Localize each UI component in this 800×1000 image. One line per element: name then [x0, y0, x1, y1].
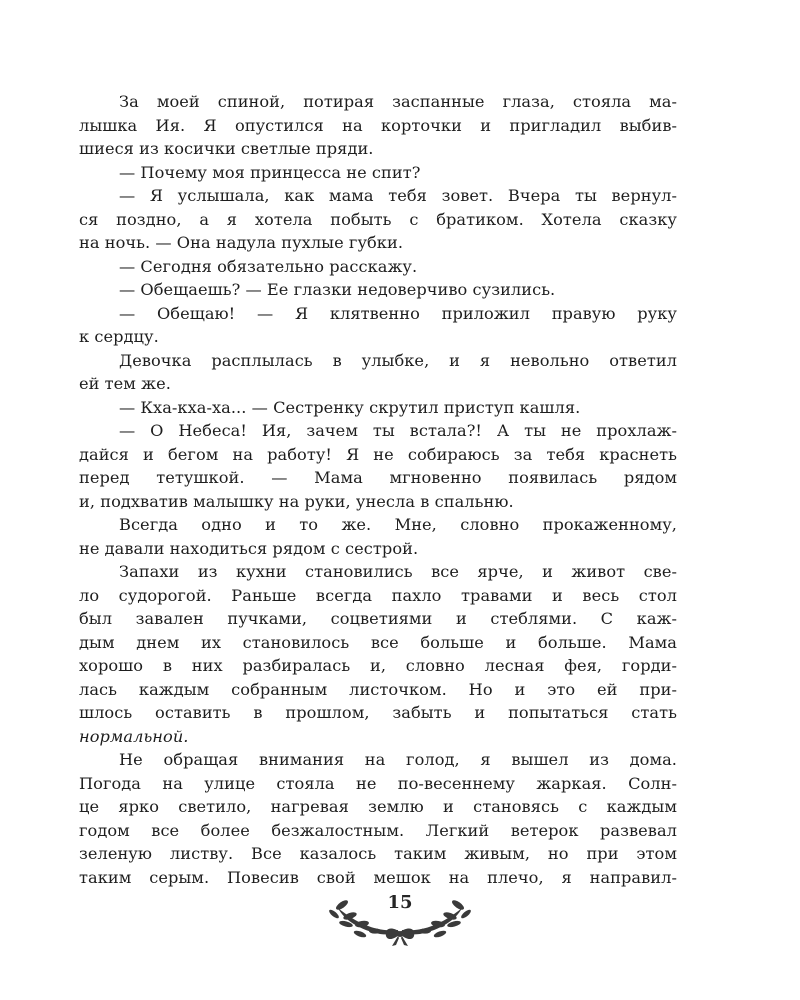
text-line: дым днем их становилось все больше и больше. Мама [79, 632, 677, 652]
text-line: — Кха-кха-ха... — Сестренку скрутил приступ кашля. [119, 397, 581, 417]
text-line: ло судорогой. Раньше всегда пахло травами и весь стол [79, 585, 677, 605]
text-line: таким серым. Повесив свой мешок на плечо, я направил- [79, 867, 677, 887]
body-text [79, 90, 677, 889]
text-line: — О Небеса! Ия, зачем ты встала?! А ты не прохлаж- [119, 421, 677, 440]
text-line-italic: нормальной. [79, 726, 189, 746]
text-line: хорошо в них разбиралась и, словно лесная фея, горди- [79, 656, 677, 675]
text-line: лышка Ия. Я опустился на корточки и пригладил выбив- [79, 115, 677, 135]
text-line: и, подхватив малышку на руки, унесла в спальню. [79, 491, 514, 511]
text-line: Погода на улице стояла не по-весеннему жаркая. Солн- [79, 773, 677, 793]
text-line: дайся и бегом на работу! Я не собираюсь за тебя краснеть [79, 444, 677, 464]
text-line: — Почему моя принцесса не спит? [119, 162, 421, 182]
text-line: Не обращая внимания на голод, я вышел из дома. [119, 750, 677, 769]
text-line: лась каждым собранным листочком. Но и это ей при- [79, 679, 677, 699]
text-line: Запахи из кухни становились все ярче, и живот све- [119, 562, 677, 581]
text-line: За моей спиной, потирая заспанные глаза, стояла ма- [119, 92, 677, 111]
text-line: шлось оставить в прошлом, забыть и попытаться стать [79, 703, 677, 722]
text-line: к сердцу. [79, 327, 159, 346]
text-line: перед тетушкой. — Мама мгновенно появилась рядом [79, 468, 677, 487]
text-line: шиеся из косички светлые пряди. [79, 139, 374, 158]
text-line: был завален пучками, соцветиями и стеблями. С каж- [79, 609, 677, 628]
text-line: — Сегодня обязательно расскажу. [119, 256, 418, 276]
page-footer [0, 890, 800, 950]
text-line: — Обещаешь? — Ее глазки недоверчиво сузились. [119, 280, 556, 299]
text-line: Всегда одно и то же. Мне, словно прокаженному, [119, 515, 677, 534]
text-line: зеленую листву. Все казалось таким живым, но при этом [79, 844, 677, 863]
text-line: Девочка расплылась в улыбке, и я невольно ответил [119, 350, 677, 370]
text-line: ся поздно, а я хотела побыть с братиком. Хотела сказку [79, 209, 677, 229]
text-line: ей тем же. [79, 374, 171, 393]
text-line: — Обещаю! — Я клятвенно приложил правую руку [119, 303, 677, 323]
page-number: 15 [387, 892, 413, 913]
text-line: — Я услышала, как мама тебя зовет. Вчера ты вернул- [119, 186, 677, 205]
text-line: це ярко светило, нагревая землю и становясь с каждым [79, 797, 677, 816]
text-line: не давали находиться рядом с сестрой. [79, 538, 419, 558]
text-line: на ночь. — Она надула пухлые губки. [79, 233, 404, 252]
text-line: годом все более безжалостным. Легкий ветерок развевал [79, 820, 677, 840]
